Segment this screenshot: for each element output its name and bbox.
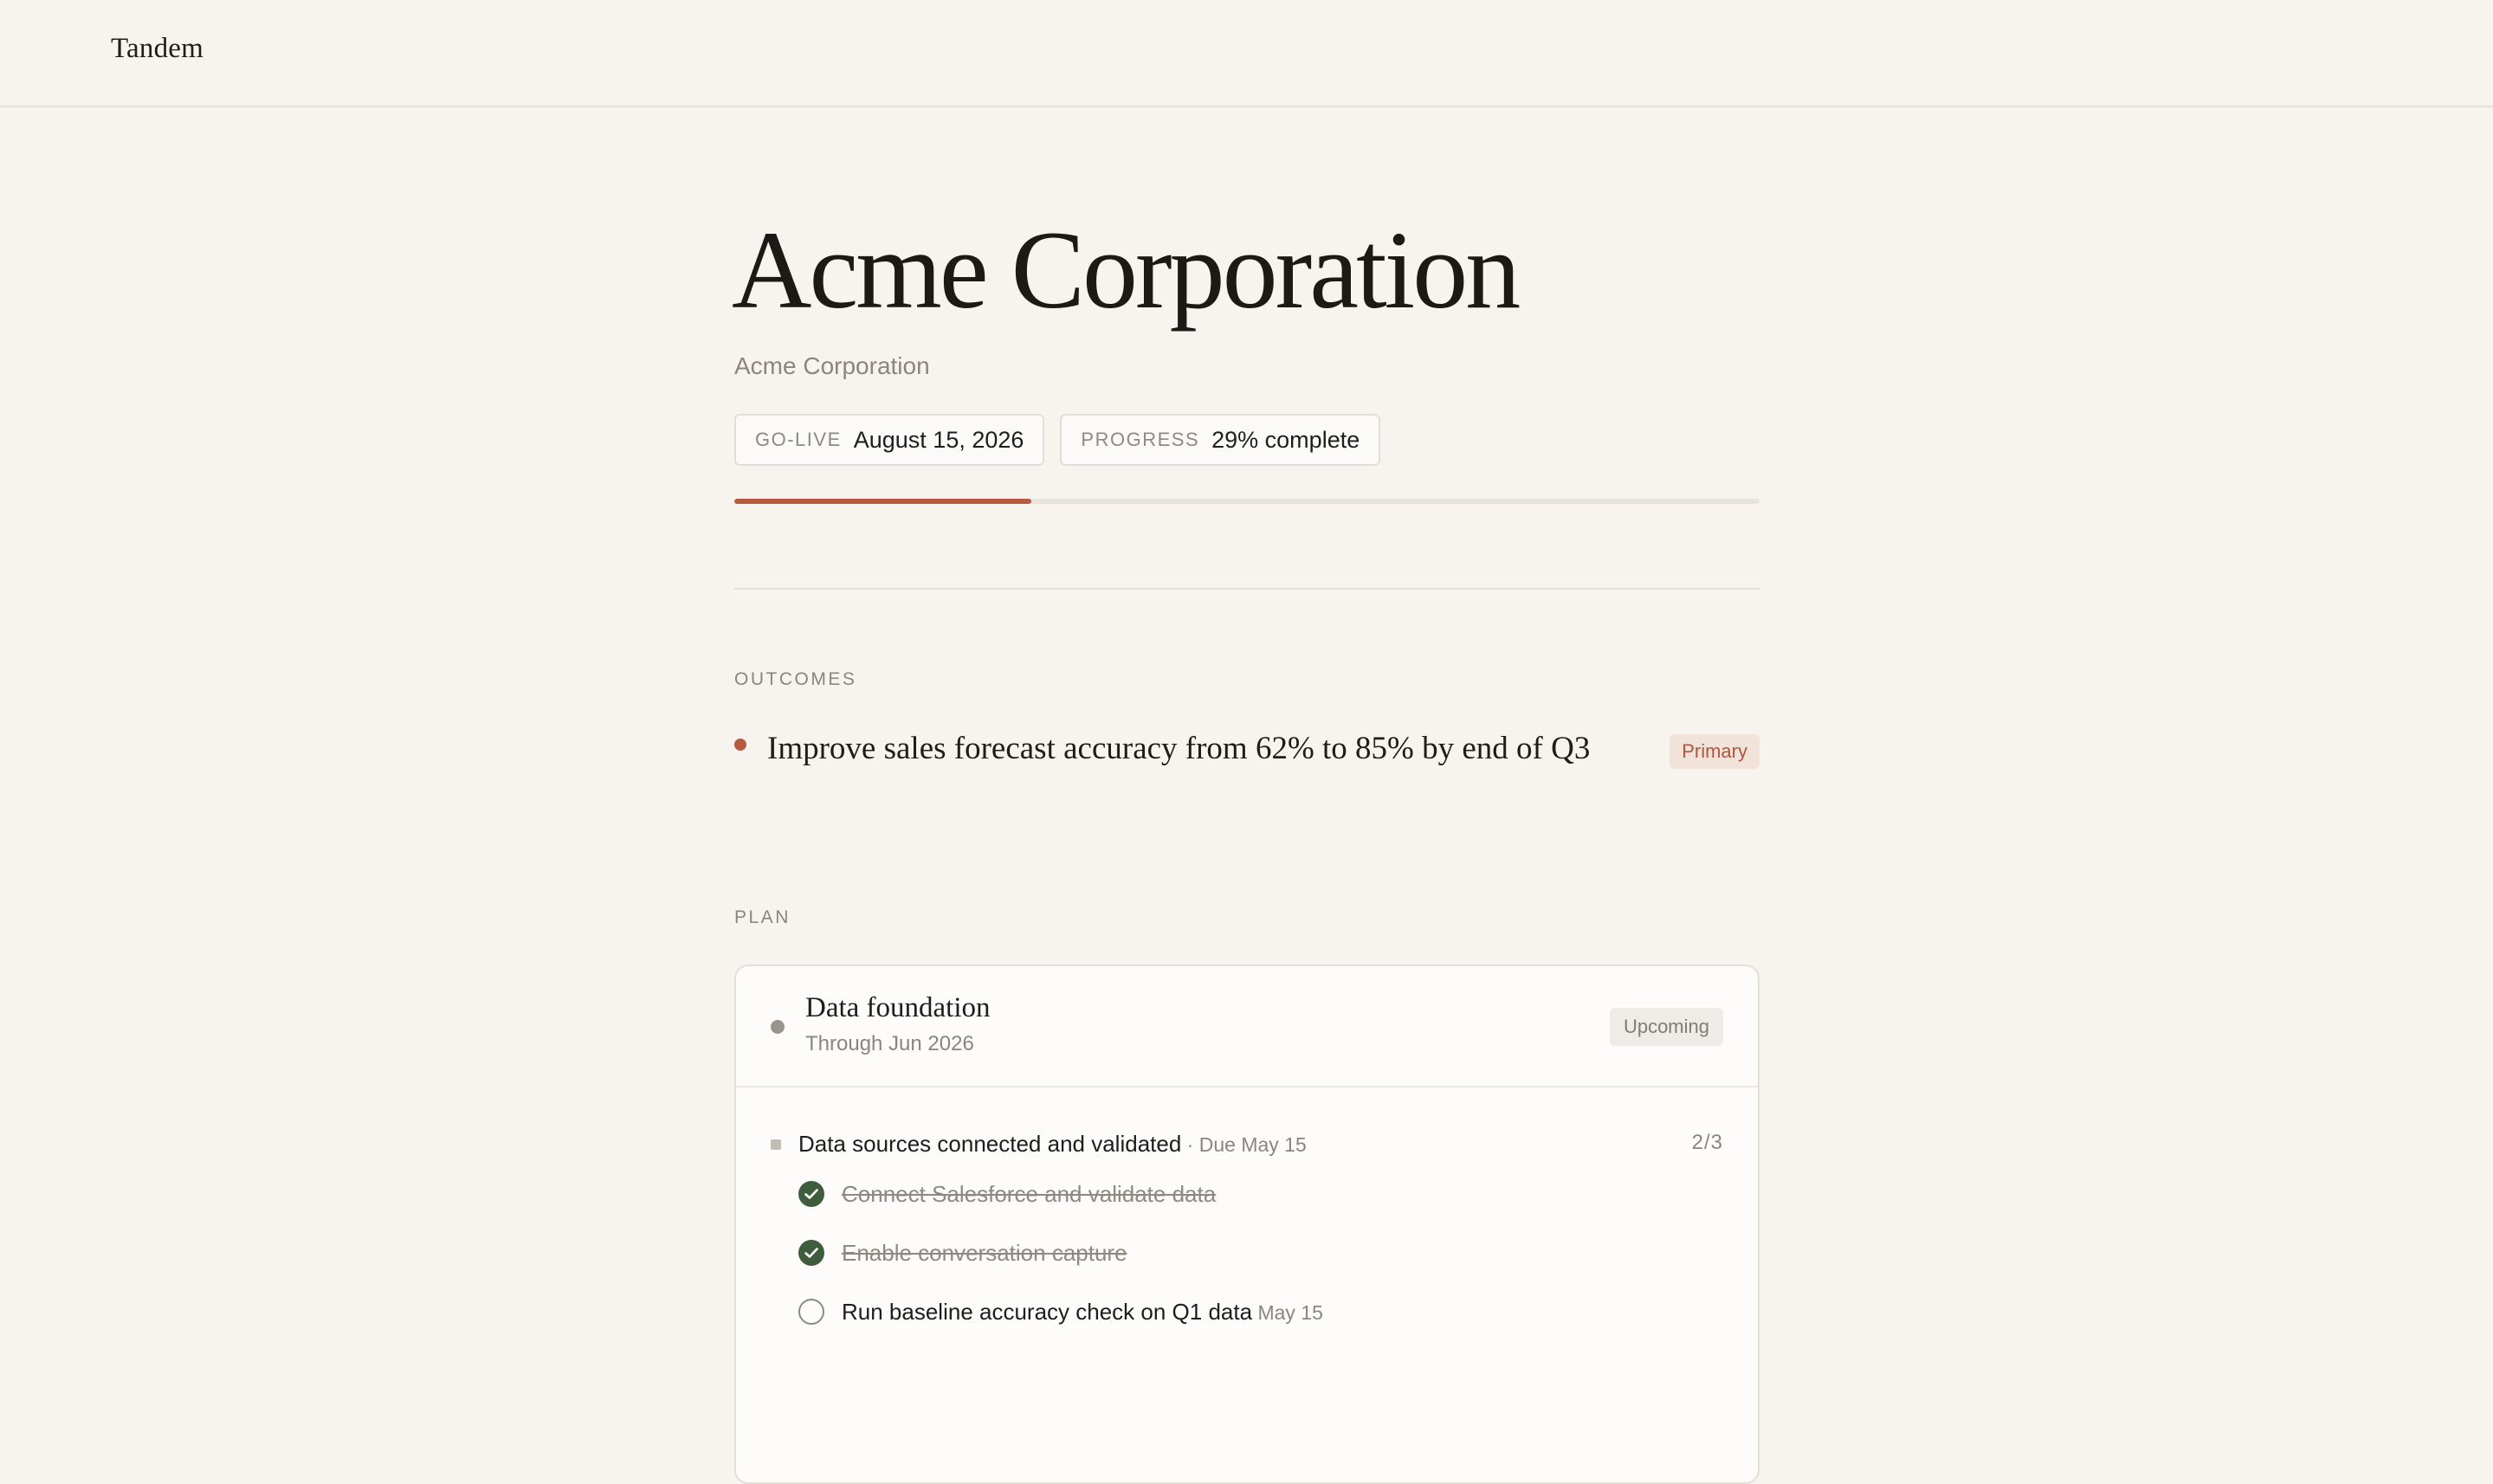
task-label: Run baseline accuracy check on Q1 data [842, 1299, 1253, 1325]
milestone-due: · Due May 15 [1181, 1133, 1307, 1156]
meta-row [734, 414, 1380, 466]
progress-bar-fill [734, 499, 1031, 504]
task-due: May 15 [1252, 1301, 1323, 1324]
brand-logo[interactable]: Tandem [111, 33, 204, 64]
task-item [736, 1283, 1758, 1342]
phase-header[interactable] [736, 966, 1758, 1087]
task-label: Connect Salesforce and validate data [842, 1181, 1217, 1207]
milestone-count: 2/3 [1691, 1131, 1723, 1154]
task-label: Enable conversation capture [842, 1240, 1127, 1266]
task-item [736, 1224, 1758, 1283]
phase-dates: Through Jun 2026 [805, 1032, 974, 1055]
phase-card [734, 965, 1760, 1484]
phase-status-dot-icon [771, 1020, 785, 1034]
golive-value: August 15, 2026 [853, 426, 1024, 453]
outcome-text: Improve sales forecast accuracy from 62% to 85% by end of Q3 [767, 731, 1591, 766]
golive-label: GO-LIVE [755, 429, 842, 450]
section-divider [734, 588, 1760, 590]
golive-chip [734, 414, 1044, 466]
progress-chip [1060, 414, 1380, 466]
unchecked-circle-icon[interactable] [798, 1299, 824, 1325]
page-title: Acme Corporation [732, 209, 1519, 332]
checked-circle-icon[interactable] [798, 1240, 824, 1266]
primary-badge: Primary [1670, 734, 1760, 769]
plan-section-label: PLAN [734, 907, 791, 927]
milestone-row[interactable] [736, 1087, 1758, 1165]
phase-name: Data foundation [805, 992, 991, 1023]
milestone-title: Data sources connected and validated [798, 1131, 1182, 1157]
task-label-line [842, 1299, 1323, 1326]
checked-circle-icon[interactable] [798, 1181, 824, 1207]
progress-label: PROGRESS [1081, 429, 1200, 450]
progress-bar [734, 499, 1760, 504]
outcome-bullet-icon [734, 739, 746, 751]
milestone-bullet-icon [771, 1139, 781, 1150]
task-item [736, 1165, 1758, 1224]
outcomes-section-label: OUTCOMES [734, 669, 857, 689]
milestone-title-line [798, 1131, 1307, 1158]
progress-value: 29% complete [1211, 426, 1360, 453]
phase-status-badge: Upcoming [1610, 1008, 1723, 1046]
top-bar [0, 0, 2493, 107]
page-subtitle: Acme Corporation [734, 352, 930, 379]
